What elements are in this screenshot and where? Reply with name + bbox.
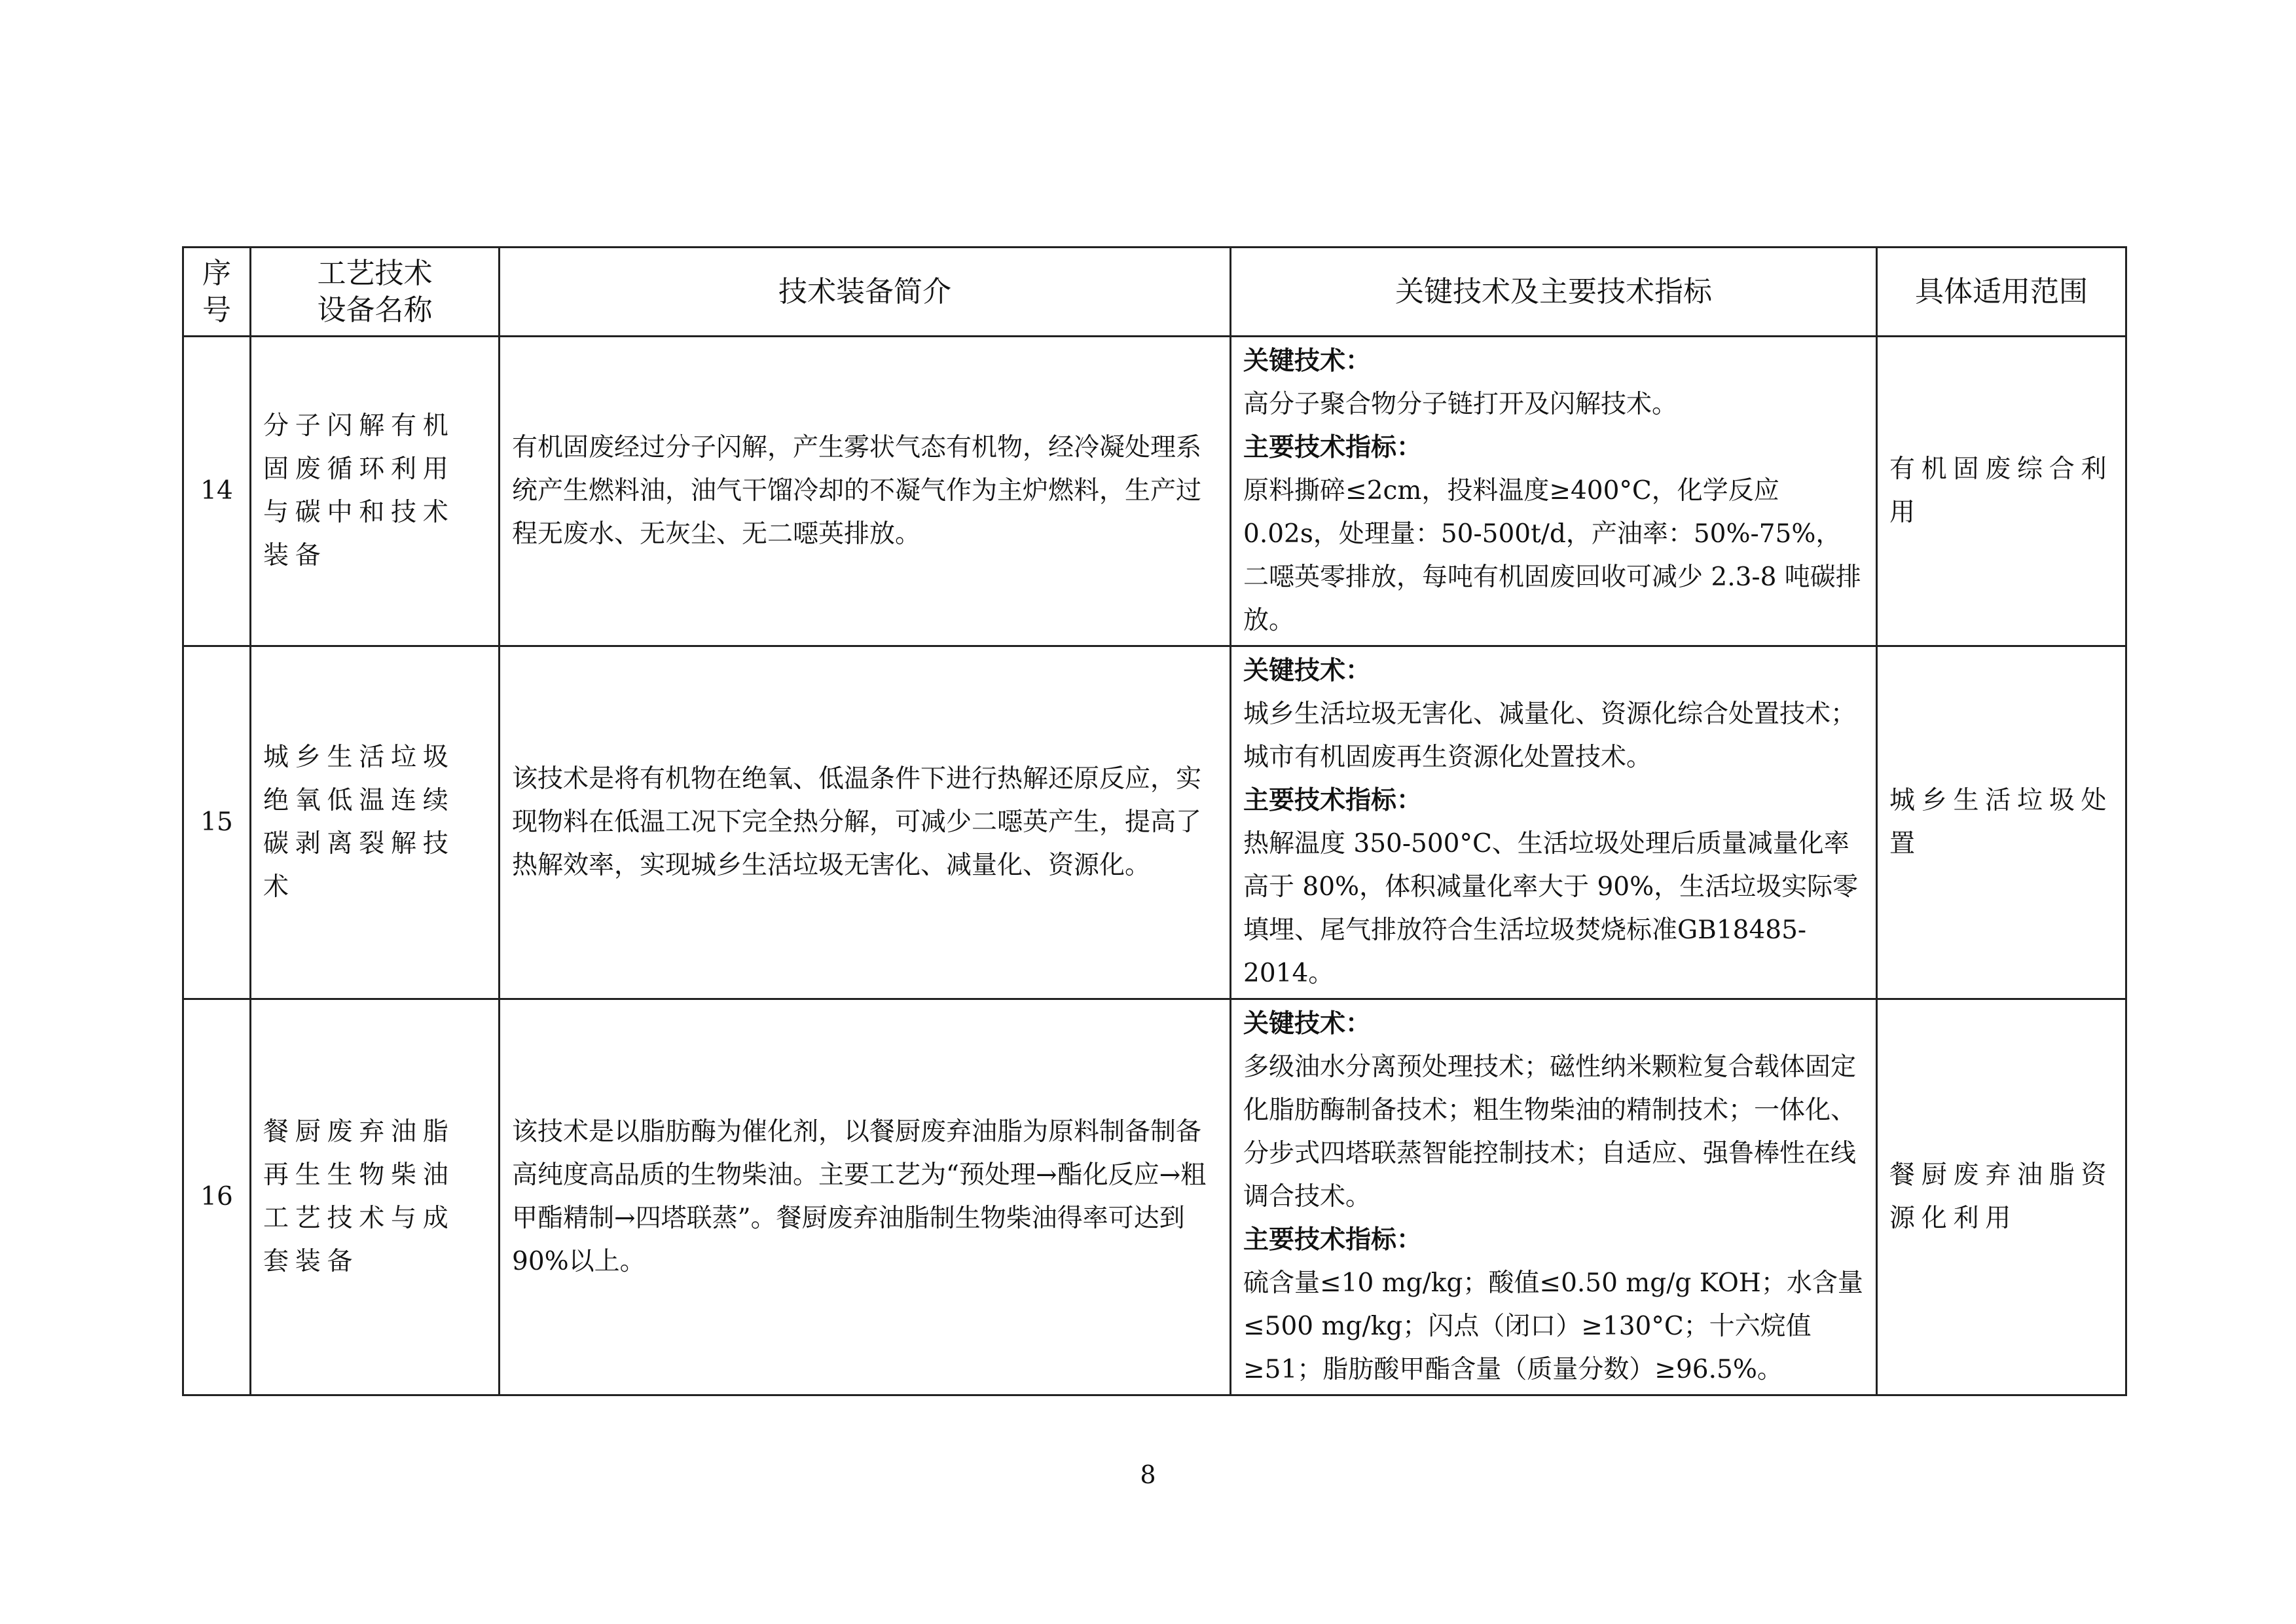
page-number: 8 <box>1140 1460 1156 1489</box>
key-tech-text: 多级油水分离预处理技术；磁性纳米颗粒复合载体固定化脂肪酶制备技术；粗生物柴油的精制技术；一体化、分步式四塔联蒸智能控制技术；自适应、强鲁棒性在线调合技术。 <box>1243 1052 1857 1211</box>
technology-table <box>182 246 2127 1396</box>
main-index-label: 主要技术指标： <box>1243 786 1423 815</box>
header-key: 关键技术及主要技术指标 <box>1231 248 1877 337</box>
row-key-tech <box>1231 999 1877 1395</box>
key-tech-label: 关键技术： <box>1243 656 1372 686</box>
main-index-text: 热解温度 350-500°C、生活垃圾处理后质量减量化率高于 80%，体积减量化率大于 90%，生活垃圾实际零填埋、尾气排放符合生活垃圾焚烧标准GB18485-2014。 <box>1243 829 1859 988</box>
header-intro: 技术装备简介 <box>500 248 1231 337</box>
row-seq: 16 <box>183 999 251 1395</box>
main-index-label: 主要技术指标： <box>1243 1225 1423 1255</box>
header-name-line-1: 工艺技术 <box>317 256 433 290</box>
main-index-label: 主要技术指标： <box>1243 433 1423 462</box>
header-name-line-2: 设备名称 <box>317 293 433 327</box>
row-scope: 城乡生活垃圾处置 <box>1877 646 2126 999</box>
header-seq-line-2: 号 <box>202 293 231 327</box>
row-seq: 14 <box>183 337 251 646</box>
row-intro: 该技术是以脂肪酶为催化剂，以餐厨废弃油脂为原料制备制备高纯度高品质的生物柴油。主要工艺为“预处理→酯化反应→粗甲酯精制→四塔联蒸”。餐厨废弃油脂制生物柴油得率可达到 90%以上。 <box>500 999 1231 1395</box>
key-tech-label: 关键技术： <box>1243 1009 1372 1039</box>
key-tech-label: 关键技术： <box>1243 346 1372 376</box>
row-key-tech <box>1231 646 1877 999</box>
key-tech-text: 高分子聚合物分子链打开及闪解技术。 <box>1243 390 1678 419</box>
table-row <box>183 646 2126 999</box>
header-scope: 具体适用范围 <box>1877 248 2126 337</box>
table-row <box>183 999 2126 1395</box>
row-name: 餐厨废弃油脂再生生物柴油工艺技术与成套装备 <box>251 999 500 1395</box>
main-index-text: 硫含量≤10 mg/kg；酸值≤0.50 mg/g KOH；水含量≤500 mg/kg；闪点（闭口）≥130°C；十六烷值≥51；脂肪酸甲酯含量（质量分数）≥96.5%。 <box>1243 1268 1863 1384</box>
row-intro: 该技术是将有机物在绝氧、低温条件下进行热解还原反应，实现物料在低温工况下完全热分解，可减少二噁英产生，提高了热解效率，实现城乡生活垃圾无害化、减量化、资源化。 <box>500 646 1231 999</box>
key-tech-text: 城乡生活垃圾无害化、减量化、资源化综合处置技术；城市有机固废再生资源化处置技术。 <box>1243 699 1857 772</box>
main-index-text: 原料撕碎≤2cm，投料温度≥400°C，化学反应 0.02s，处理量：50-500t/d，产油率：50%-75%，二噁英零排放，每吨有机固废回收可减少 2.3-8 吨碳排放。 <box>1243 476 1861 635</box>
row-key-tech <box>1231 337 1877 646</box>
row-seq: 15 <box>183 646 251 999</box>
header-seq <box>183 248 251 337</box>
header-seq-line-1: 序 <box>202 256 231 290</box>
row-name: 城乡生活垃圾绝氧低温连续碳剥离裂解技术 <box>251 646 500 999</box>
row-scope: 餐厨废弃油脂资源化利用 <box>1877 999 2126 1395</box>
row-name: 分子闪解有机固废循环利用与碳中和技术装备 <box>251 337 500 646</box>
row-scope: 有机固废综合利用 <box>1877 337 2126 646</box>
table-header-row <box>183 248 2126 337</box>
row-intro: 有机固废经过分子闪解，产生雾状气态有机物，经冷凝处理系统产生燃料油，油气干馏冷却的不凝气作为主炉燃料，生产过程无废水、无灰尘、无二噁英排放。 <box>500 337 1231 646</box>
header-name <box>251 248 500 337</box>
table-row <box>183 337 2126 646</box>
